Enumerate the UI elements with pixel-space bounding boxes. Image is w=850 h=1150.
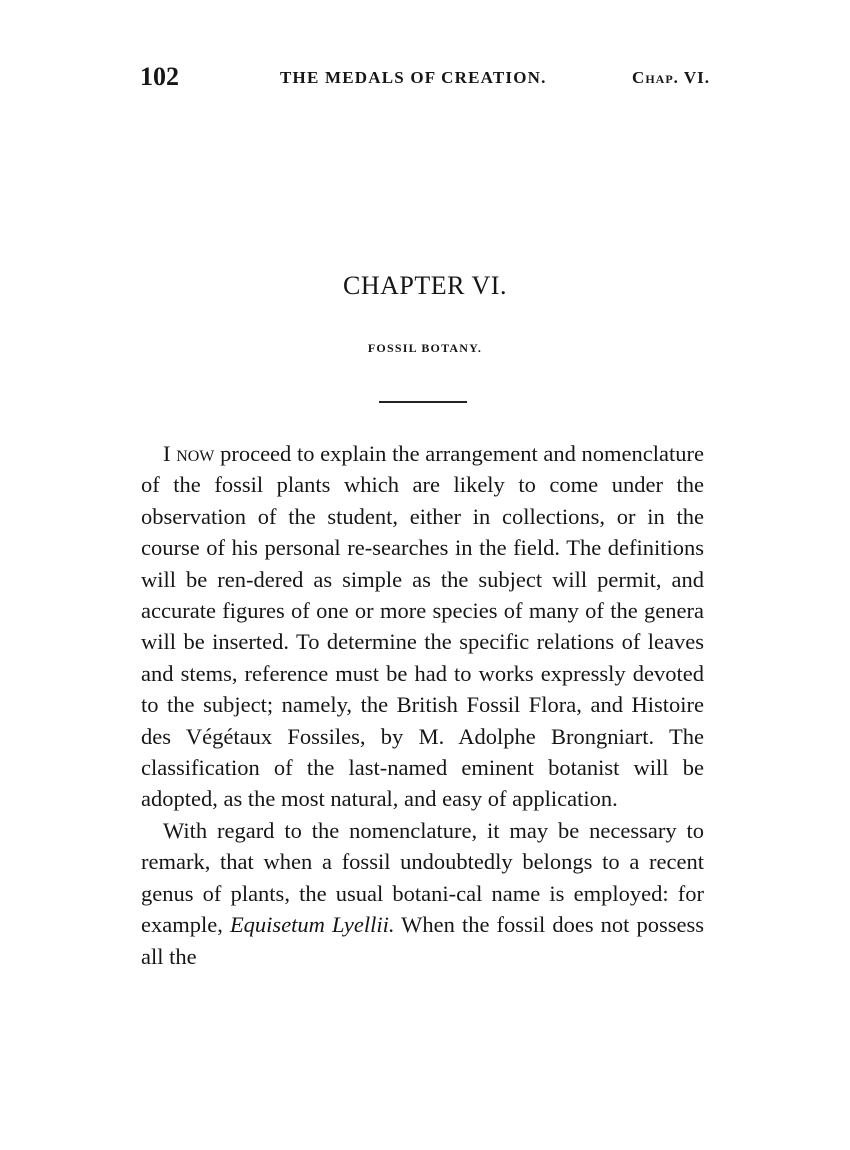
body-text: [141, 438, 704, 972]
running-head: [140, 62, 710, 92]
chapter-divider-rule: [379, 401, 467, 403]
paragraph-1: [141, 438, 704, 815]
paragraph-1-lead-smallcaps: now: [176, 441, 215, 466]
paragraph-1-text: proceed to explain the arrangement and nomenclature of the fossil plants which are likely to come under the observation of the student, either in collections, or in the course of his personal re-searches in the field. The definitions will be ren-dered as simple as the subject will permit, and accurate figures of one or more species of many of the genera will be inserted. To determine the specific relations of leaves and stems, reference must be had to works expressly devoted to the subject; namely, the British Fossil Flora, and Histoire des Végétaux Fossiles, by M. Adolphe Brongniart. The classification of the last-named eminent botanist will be adopted, as the most natural, and easy of application.: [141, 441, 704, 812]
paragraph-2-tail: When the fossil does not possess all the: [141, 912, 705, 969]
paragraph-2-species-name: Equisetum Lyellii.: [229, 912, 395, 938]
paragraph-2: [141, 815, 704, 972]
running-chapter: Chap. VI.: [632, 68, 710, 87]
chapter-title: CHAPTER VI.: [343, 271, 507, 300]
chapter-subtitle: FOSSIL BOTANY.: [367, 341, 483, 355]
page-number: 102: [140, 62, 179, 91]
paragraph-1-lead-initial: I: [163, 441, 171, 466]
paragraph-2-text: With regard to the nomenclature, it may be necessary to remark, that when a fossil undoubtedly belongs to a recent genus of plants, the usual botani-cal name is employed: for example,: [141, 817, 704, 938]
running-title: THE MEDALS OF CREATION.: [280, 68, 547, 87]
